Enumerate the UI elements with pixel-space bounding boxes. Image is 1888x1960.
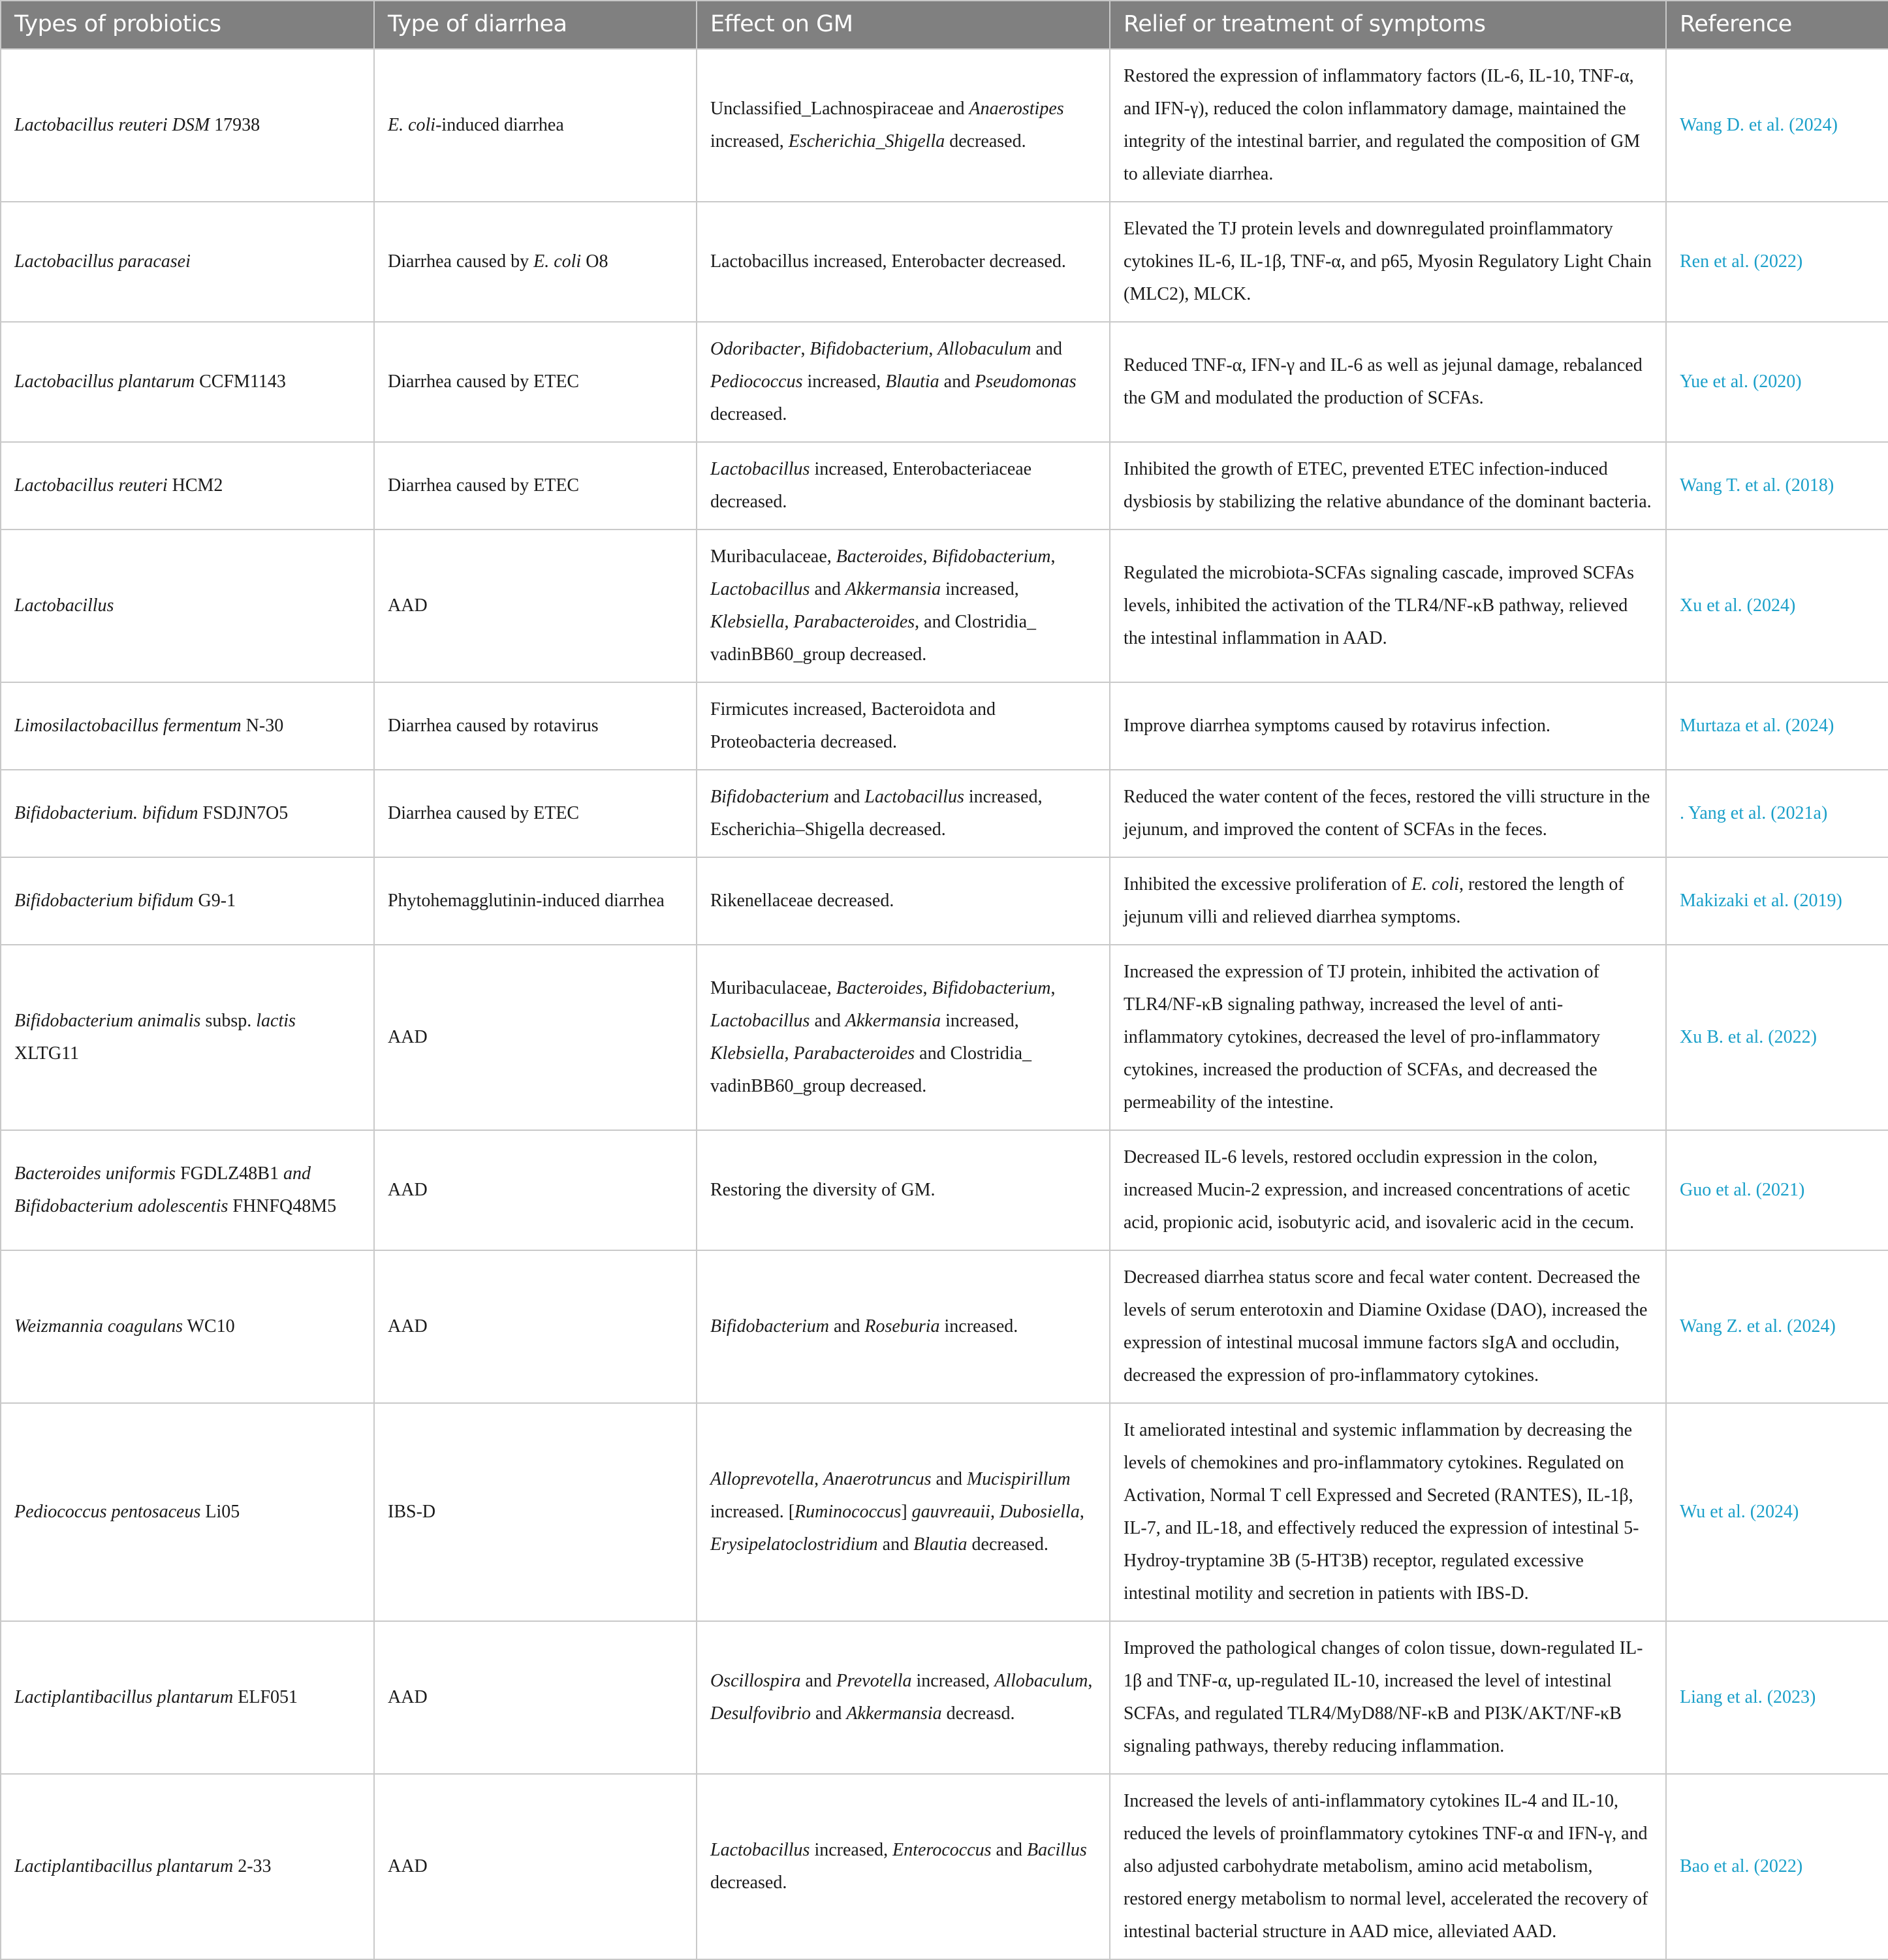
- text: decreased.: [710, 404, 787, 424]
- text: Reduced the water content of the feces, restored the villi structure in the jejunum, and improved the content of SCFAs in the feces.: [1124, 787, 1650, 840]
- diarrhea-type-cell: [374, 1621, 697, 1774]
- text: ,: [1088, 1671, 1093, 1691]
- italic-text: Allobaculum: [937, 339, 1031, 359]
- reference-link[interactable]: Guo et al. (2021): [1666, 1130, 1888, 1250]
- text: and: [939, 371, 975, 392]
- diarrhea-type-cell: [374, 857, 697, 945]
- text: AAD: [388, 1027, 428, 1047]
- italic-text: Escherichia_Shigella: [788, 131, 945, 151]
- text: Diarrhea caused by rotavirus: [388, 716, 599, 736]
- italic-text: Bifidobacterium: [710, 787, 829, 807]
- gm-effect-cell: [697, 945, 1110, 1130]
- text: 17938: [210, 115, 260, 135]
- italic-text: Akkermansia: [846, 1703, 942, 1724]
- table-row: [1, 1774, 1888, 1959]
- diarrhea-type-cell: [374, 202, 697, 322]
- italic-text: Akkermansia: [845, 579, 941, 599]
- text: and: [828, 787, 865, 807]
- diarrhea-type-cell: [374, 530, 697, 682]
- text: Inhibited the growth of ETEC, prevented ETEC infection-induced dysbiosis by stabilizing the relative abundance of the dominant bacteria.: [1124, 459, 1652, 512]
- text: It ameliorated intestinal and systemic inflammation by decreasing the levels of chemokines and pro-inflammatory cytokines. Regulated on Activation, Normal T cell Expressed and Secreted (RANTES), IL-1β, IL-7, and IL-18, and effectively reduced the expression of intestinal 5-Hydroy-tryptamine 3B (5-HT3B) receptor, regulated excessive intestinal motility and secretion in patients with IBS-D.: [1124, 1420, 1639, 1604]
- italic-text: Bacteroides: [836, 546, 923, 567]
- text: WC10: [182, 1316, 235, 1336]
- reference-link[interactable]: Makizaki et al. (2019): [1666, 857, 1888, 945]
- text: AAD: [388, 1856, 428, 1876]
- italic-text: Lactobacillus: [710, 459, 810, 479]
- table-row: [1, 945, 1888, 1130]
- text: Increased the levels of anti-inflammatory cytokines IL-4 and IL-10, reduced the levels of proinflammatory cytokines TNF-α and IFN-γ, and also adjusted carbohydrate metabolism, amino acid metabolism, restored energy metabolism to normal level, accelerated the recovery of intestinal bacterial structure in AAD mice, alleviated AAD.: [1124, 1791, 1648, 1942]
- text: and: [810, 579, 845, 599]
- text: FSDJN7O5: [198, 803, 289, 823]
- reference-link[interactable]: Murtaza et al. (2024): [1666, 682, 1888, 770]
- text: Diarrhea caused by ETEC: [388, 803, 580, 823]
- text: Elevated the TJ protein levels and downregulated proinflammatory cytokines IL-6, IL-1β, TNF-α, and p65, Myosin Regulatory Light Chain (MLC2), MLCK.: [1124, 219, 1652, 304]
- relief-cell: [1110, 857, 1666, 945]
- text: CCFM1143: [195, 371, 286, 392]
- text: Restoring the diversity of GM.: [710, 1180, 936, 1200]
- text: Decreased diarrhea status score and fecal water content. Decreased the levels of serum enterotoxin and Diamine Oxidase (DAO), increased the expression of intestinal mucosal immune factors sIgA and occludin, decreased the expression of pro-inflammatory cytokines.: [1124, 1267, 1648, 1385]
- relief-cell: [1110, 322, 1666, 442]
- table-row: [1, 1403, 1888, 1621]
- text: ,: [1079, 1502, 1084, 1522]
- text: ,: [814, 1469, 824, 1489]
- header-type-of-diarrhea: Type of diarrhea: [374, 1, 697, 49]
- text: increased,: [941, 579, 1019, 599]
- table-row: [1, 682, 1888, 770]
- text: ,: [1050, 978, 1056, 998]
- text: Improve diarrhea symptoms caused by rotavirus infection.: [1124, 716, 1550, 736]
- text: ,: [990, 1502, 999, 1522]
- italic-text: Mucispirillum: [966, 1469, 1071, 1489]
- text: increased,: [941, 1011, 1019, 1031]
- text: FGDLZ48B1: [176, 1163, 283, 1184]
- text: XLTG11: [14, 1043, 80, 1064]
- probiotic-cell: [1, 682, 374, 770]
- header-effect-on-gm: Effect on GM: [697, 1, 1110, 49]
- italic-text: Anaerotruncus: [823, 1469, 932, 1489]
- italic-text: Limosilactobacillus fermentum: [14, 716, 242, 736]
- text: FHNFQ48M5: [228, 1196, 337, 1216]
- relief-cell: [1110, 1403, 1666, 1621]
- relief-cell: [1110, 1621, 1666, 1774]
- italic-text: Bifidobacterium: [810, 339, 929, 359]
- text: Unclassified_Lachnospiraceae and: [710, 99, 969, 119]
- italic-text: Blautia: [885, 371, 939, 392]
- gm-effect-cell: [697, 530, 1110, 682]
- text: -induced diarrhea: [435, 115, 564, 135]
- probiotic-cell: [1, 770, 374, 857]
- text: ]: [901, 1502, 912, 1522]
- text: ,: [784, 1043, 794, 1064]
- probiotic-cell: [1, 1250, 374, 1403]
- probiotic-cell: [1, 202, 374, 322]
- text: increased, Escherichia–Shigella decreased.: [710, 787, 1043, 840]
- diarrhea-type-cell: [374, 1403, 697, 1621]
- table-row: [1, 770, 1888, 857]
- probiotic-cell: [1, 945, 374, 1130]
- text: Increased the expression of TJ protein, inhibited the activation of TLR4/NF-κB signaling pathway, increased the level of anti-inflammatory cytokines, decreased the level of pro-inflammatory cytokines, increased the production of SCFAs, and decreased the permeability of the intestine.: [1124, 962, 1601, 1113]
- header-relief-of-symptoms: Relief or treatment of symptoms: [1110, 1, 1666, 49]
- gm-effect-cell: [697, 857, 1110, 945]
- italic-text: Pediococcus: [710, 371, 803, 392]
- diarrhea-type-cell: [374, 1774, 697, 1959]
- italic-text: Dubosiella: [999, 1502, 1080, 1522]
- gm-effect-cell: [697, 1403, 1110, 1621]
- reference-link[interactable]: Wang T. et al. (2018): [1666, 442, 1888, 530]
- text: AAD: [388, 595, 428, 616]
- text: and: [991, 1840, 1027, 1860]
- relief-cell: [1110, 682, 1666, 770]
- text: Inhibited the excessive proliferation of: [1124, 874, 1411, 894]
- text: Muribaculaceae,: [710, 978, 836, 998]
- reference-link[interactable]: Liang et al. (2023): [1666, 1621, 1888, 1774]
- probiotic-cell: [1, 322, 374, 442]
- text: and: [877, 1534, 914, 1555]
- reference-link[interactable]: Wang Z. et al. (2024): [1666, 1250, 1888, 1403]
- text: AAD: [388, 1316, 428, 1336]
- reference-link[interactable]: Ren et al. (2022): [1666, 202, 1888, 322]
- text: Restored the expression of inflammatory factors (IL-6, IL-10, TNF-α, and IFN-γ), reduced the colon inflammatory damage, maintained the integrity of the intestinal barrier, and regulated the composition of GM to alleviate diarrhea.: [1124, 66, 1641, 184]
- gm-effect-cell: [697, 1250, 1110, 1403]
- probiotic-cell: [1, 857, 374, 945]
- reference-link[interactable]: . Yang et al. (2021a): [1666, 770, 1888, 857]
- reference-link[interactable]: Xu B. et al. (2022): [1666, 945, 1888, 1130]
- gm-effect-cell: [697, 770, 1110, 857]
- text: ,: [922, 978, 932, 998]
- text: Decreased IL-6 levels, restored occludin expression in the colon, increased Mucin-2 expression, and increased concentrations of acetic acid, propionic acid, isobutyric acid, and isovaleric acid in the cecum.: [1124, 1147, 1635, 1233]
- gm-effect-cell: [697, 49, 1110, 202]
- relief-cell: [1110, 530, 1666, 682]
- italic-text: Odoribacter: [710, 339, 801, 359]
- italic-text: Lactobacillus plantarum: [14, 371, 195, 392]
- italic-text: Lactobacillus: [710, 579, 810, 599]
- text: Improved the pathological changes of colon tissue, down-regulated IL-1β and TNF-α, up-regulated IL-10, increased the level of intestinal SCFAs, and regulated TLR4/MyD88/NF-κB and PI3K/AKT/NF-κB signaling pathways, thereby reducing inflammation.: [1124, 1638, 1643, 1756]
- probiotic-cell: [1, 1403, 374, 1621]
- text: HCM2: [167, 475, 223, 496]
- table-row: [1, 49, 1888, 202]
- text: increased,: [710, 131, 789, 151]
- italic-text: Lactobacillus: [14, 595, 114, 616]
- text: AAD: [388, 1180, 428, 1200]
- text: increased, Enterobacteriaceae decreased.: [710, 459, 1032, 512]
- italic-text: Lactobacillus: [864, 787, 964, 807]
- text: ELF051: [233, 1687, 298, 1707]
- relief-cell: [1110, 49, 1666, 202]
- text: Regulated the microbiota-SCFAs signaling cascade, improved SCFAs levels, inhibited the activation of the TLR4/NF-κB pathway, relieved the intestinal inflammation in AAD.: [1124, 563, 1635, 648]
- italic-text: Bifidobacterium animalis: [14, 1011, 201, 1031]
- italic-text: Bacteroides uniformis: [14, 1163, 176, 1184]
- probiotic-cell: [1, 49, 374, 202]
- table-row: [1, 530, 1888, 682]
- reference-link[interactable]: Wang D. et al. (2024): [1666, 49, 1888, 202]
- text: Reduced TNF-α, IFN-γ and IL-6 as well as jejunal damage, rebalanced the GM and modulated the production of SCFAs.: [1124, 355, 1643, 408]
- italic-text: E. coli: [533, 251, 582, 272]
- diarrhea-type-cell: [374, 945, 697, 1130]
- text: and Clostridia_ vadinBB60_group decreased.: [710, 1043, 1032, 1096]
- italic-text: Blautia: [913, 1534, 968, 1555]
- text: ,: [800, 339, 810, 359]
- text: O8: [581, 251, 608, 272]
- italic-text: Pediococcus pentosaceus: [14, 1502, 201, 1522]
- table-row: [1, 1621, 1888, 1774]
- italic-text: Bacillus: [1026, 1840, 1087, 1860]
- probiotic-cell: [1, 530, 374, 682]
- relief-cell: [1110, 1130, 1666, 1250]
- diarrhea-type-cell: [374, 49, 697, 202]
- italic-text: Roseburia: [864, 1316, 940, 1336]
- italic-text: Erysipelatoclostridium: [710, 1534, 878, 1555]
- italic-text: E. coli: [388, 115, 436, 135]
- reference-link[interactable]: Wu et al. (2024): [1666, 1403, 1888, 1621]
- italic-text: Pseudomonas: [975, 371, 1077, 392]
- diarrhea-type-cell: [374, 1250, 697, 1403]
- italic-text: Allobaculum: [994, 1671, 1088, 1691]
- probiotic-cell: [1, 1774, 374, 1959]
- italic-text: Weizmannia coagulans: [14, 1316, 183, 1336]
- reference-link[interactable]: Yue et al. (2020): [1666, 322, 1888, 442]
- probiotic-cell: [1, 1130, 374, 1250]
- reference-link[interactable]: Bao et al. (2022): [1666, 1774, 1888, 1959]
- text: ,: [784, 612, 794, 632]
- text: Firmicutes increased, Bacteroidota and Proteobacteria decreased.: [710, 699, 996, 752]
- text: 2-33: [233, 1856, 272, 1876]
- text: ,: [928, 339, 938, 359]
- relief-cell: [1110, 770, 1666, 857]
- text: decreased.: [710, 1873, 787, 1893]
- diarrhea-type-cell: [374, 442, 697, 530]
- italic-text: Lactobacillus reuteri DSM: [14, 115, 210, 135]
- text: Phytohemagglutinin-induced diarrhea: [388, 891, 665, 911]
- text: Diarrhea caused by: [388, 251, 534, 272]
- reference-link[interactable]: Xu et al. (2024): [1666, 530, 1888, 682]
- italic-text: Alloprevotella: [710, 1469, 815, 1489]
- text: increased,: [911, 1671, 995, 1691]
- text: N-30: [241, 716, 284, 736]
- italic-text: Prevotella: [836, 1671, 912, 1691]
- italic-text: Lactiplantibacillus plantarum: [14, 1856, 234, 1876]
- italic-text: Bifidobacterium: [932, 546, 1051, 567]
- italic-text: Ruminococcus: [795, 1502, 902, 1522]
- header-reference: Reference: [1666, 1, 1888, 49]
- gm-effect-cell: [697, 442, 1110, 530]
- table-row: [1, 322, 1888, 442]
- relief-cell: [1110, 1250, 1666, 1403]
- italic-text: Parabacteroides: [793, 1043, 915, 1064]
- italic-text: lactis: [256, 1011, 296, 1031]
- text: increased. [: [710, 1502, 795, 1522]
- italic-text: Akkermansia: [845, 1011, 941, 1031]
- gm-effect-cell: [697, 682, 1110, 770]
- italic-text: Klebsiella: [710, 1043, 785, 1064]
- text: , and Clostridia_ vadinBB60_group decreased.: [710, 612, 1037, 665]
- text: IBS-D: [388, 1502, 436, 1522]
- table-row: [1, 202, 1888, 322]
- text: decreased.: [967, 1534, 1048, 1555]
- text: AAD: [388, 1687, 428, 1707]
- italic-text: Bifidobacterium: [710, 1316, 829, 1336]
- text: increased,: [810, 1840, 893, 1860]
- diarrhea-type-cell: [374, 322, 697, 442]
- italic-text: gauvreauii: [911, 1502, 990, 1522]
- italic-text: E. coli: [1411, 874, 1459, 894]
- table-row: [1, 1130, 1888, 1250]
- relief-cell: [1110, 442, 1666, 530]
- text: ,: [1050, 546, 1056, 567]
- table-body: [1, 49, 1888, 1959]
- text: increased,: [802, 371, 886, 392]
- italic-text: Lactobacillus: [710, 1840, 810, 1860]
- italic-text: Anaerostipes: [969, 99, 1064, 119]
- text: decreasd.: [941, 1703, 1015, 1724]
- text: and: [810, 1011, 845, 1031]
- gm-effect-cell: [697, 1774, 1110, 1959]
- gm-effect-cell: [697, 322, 1110, 442]
- probiotic-cell: [1, 442, 374, 530]
- italic-text: Lactobacillus paracasei: [14, 251, 191, 272]
- italic-text: Enterococcus: [892, 1840, 992, 1860]
- text: Li05: [200, 1502, 240, 1522]
- italic-text: Bacteroides: [836, 978, 923, 998]
- text: increased.: [939, 1316, 1018, 1336]
- text: and: [800, 1671, 836, 1691]
- text: and: [1031, 339, 1062, 359]
- text: decreased.: [945, 131, 1026, 151]
- italic-text: Lactobacillus reuteri: [14, 475, 168, 496]
- gm-effect-cell: [697, 1130, 1110, 1250]
- italic-text: Oscillospira: [710, 1671, 801, 1691]
- italic-text: Bifidobacterium bifidum: [14, 891, 194, 911]
- text: Rikenellaceae decreased.: [710, 891, 894, 911]
- relief-cell: [1110, 202, 1666, 322]
- text: subsp.: [200, 1011, 257, 1031]
- text: ,: [922, 546, 932, 567]
- table-header-row: [1, 1, 1888, 49]
- italic-text: Bifidobacterium. bifidum: [14, 803, 198, 823]
- table-row: [1, 442, 1888, 530]
- table-row: [1, 1250, 1888, 1403]
- text: and: [811, 1703, 847, 1724]
- text: , restored the length of jejunum villi and relieved diarrhea symptoms.: [1124, 874, 1624, 927]
- text: Diarrhea caused by ETEC: [388, 371, 580, 392]
- italic-text: Desulfovibrio: [710, 1703, 811, 1724]
- diarrhea-type-cell: [374, 1130, 697, 1250]
- table-row: [1, 857, 1888, 945]
- relief-cell: [1110, 1774, 1666, 1959]
- relief-cell: [1110, 945, 1666, 1130]
- text: and: [828, 1316, 865, 1336]
- text: and: [931, 1469, 967, 1489]
- italic-text: Lactobacillus: [710, 1011, 810, 1031]
- text: G9-1: [193, 891, 236, 911]
- italic-text: Bifidobacterium: [932, 978, 1051, 998]
- text: Lactobacillus increased, Enterobacter decreased.: [710, 251, 1066, 272]
- gm-effect-cell: [697, 202, 1110, 322]
- text: Muribaculaceae,: [710, 546, 836, 567]
- italic-text: Parabacteroides: [793, 612, 915, 632]
- diarrhea-type-cell: [374, 682, 697, 770]
- italic-text: Lactiplantibacillus plantarum: [14, 1687, 234, 1707]
- diarrhea-type-cell: [374, 770, 697, 857]
- gm-effect-cell: [697, 1621, 1110, 1774]
- italic-text: Klebsiella: [710, 612, 785, 632]
- probiotic-cell: [1, 1621, 374, 1774]
- italic-text: and Bifidobacterium adolescentis: [14, 1163, 311, 1216]
- text: Diarrhea caused by ETEC: [388, 475, 580, 496]
- header-types-of-probiotics: Types of probiotics: [1, 1, 374, 49]
